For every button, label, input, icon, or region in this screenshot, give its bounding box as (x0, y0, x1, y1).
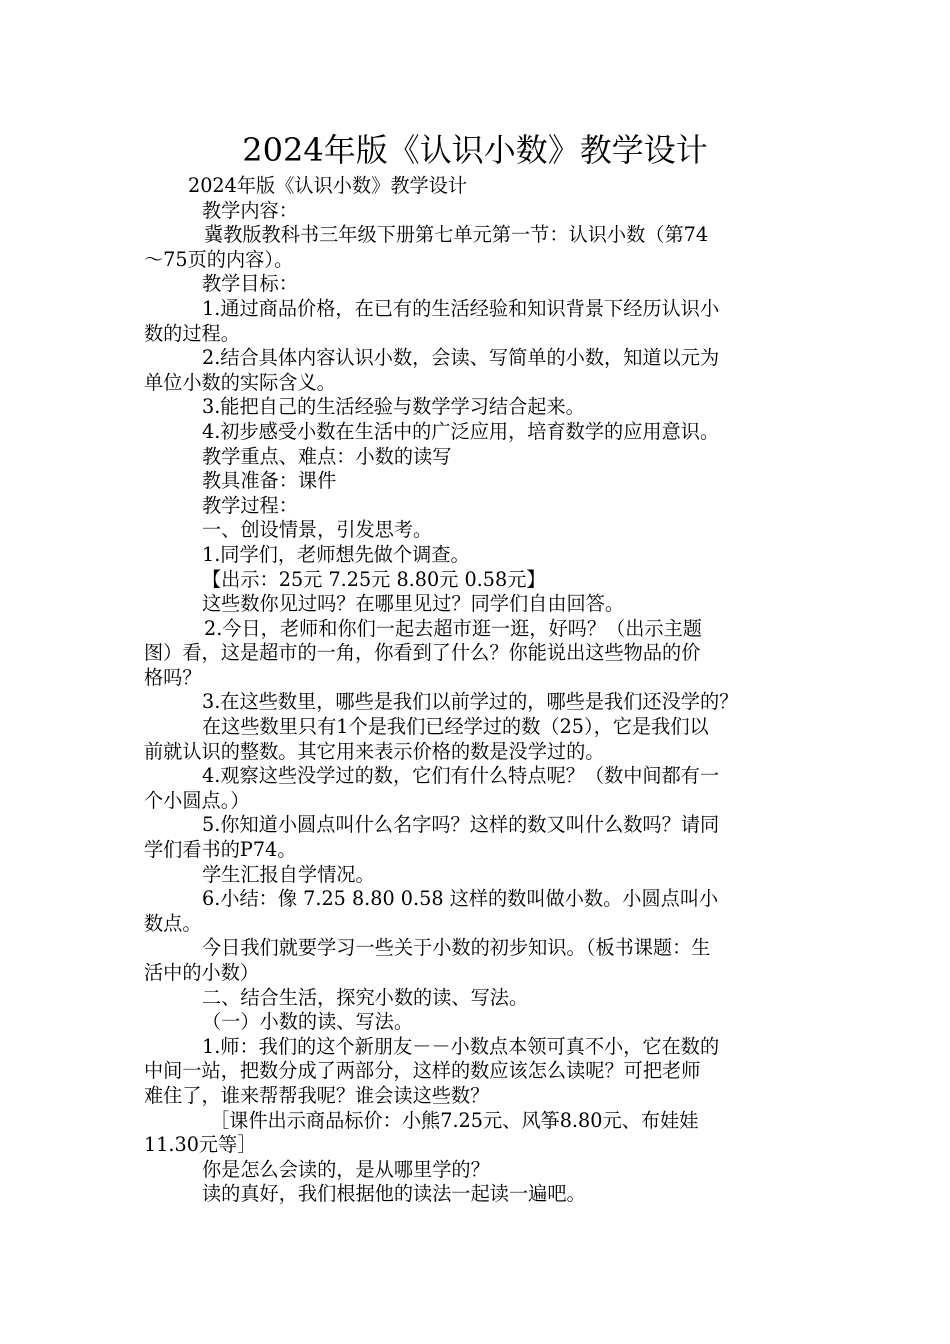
text-line: 教学内容： (202, 198, 298, 222)
text-line: 今日我们就要学习一些关于小数的初步知识。（板书课题：生 (202, 936, 711, 960)
text-line: 4.初步感受小数在生活中的广泛应用，培育数学的应用意识。 (202, 419, 720, 443)
text-line: 图）看，这是超市的一角，你看到了什么？你能说出这些物品的价 (144, 641, 701, 665)
text-line: 教学目标： (202, 272, 298, 296)
text-line: （一）小数的读、写法。 (202, 1010, 414, 1034)
text-line: 教学过程： (202, 493, 298, 517)
text-line: 2.今日，老师和你们一起去超市逛一逛，好吗？（出示主题 (204, 616, 702, 640)
document-title: 2024年版《认识小数》教学设计 (242, 131, 708, 169)
text-line: 4.观察这些没学过的数，它们有什么特点呢？（数中间都有一 (202, 764, 720, 788)
text-line: 6.小结：像 7.25 8.80 0.58 这样的数叫做小数。小圆点叫小 (202, 887, 719, 911)
text-line: 难住了，谁来帮帮我呢？谁会读这些数？ (144, 1083, 490, 1107)
text-line: 你是怎么会读的，是从哪里学的？ (202, 1157, 490, 1181)
text-line: 【出示：25元 7.25元 8.80元 0.58元】 (202, 567, 546, 591)
text-line: 1.师：我们的这个新朋友－－小数点本领可真不小，它在数的 (202, 1034, 720, 1058)
text-line: 前就认识的整数。其它用来表示价格的数是没学过的。 (144, 739, 605, 763)
text-line: 冀教版教科书三年级下册第七单元第一节：认识小数（第74 (204, 223, 709, 247)
text-line: ［课件出示商品标价：小熊7.25元、风筝8.80元、布娃娃 (210, 1108, 699, 1132)
text-line: 个小圆点。） (144, 788, 250, 812)
text-line: 一、创设情景，引发思考。 (202, 518, 433, 542)
text-line: 2.结合具体内容认识小数，会读、写简单的小数，知道以元为 (202, 346, 720, 370)
text-line: 格吗？ (144, 665, 202, 689)
subtitle-line: 2024年版《认识小数》教学设计 (188, 174, 468, 197)
text-line: 数的过程。 (144, 321, 240, 345)
text-line: 学生汇报自学情况。 (202, 862, 375, 886)
text-line: ～75页的内容）。 (144, 247, 294, 271)
text-line: 教学重点、难点：小数的读写 (202, 444, 452, 468)
text-line: 5.你知道小圆点叫什么名字吗？这样的数又叫什么数吗？请同 (202, 813, 720, 837)
text-line: 活中的小数） (144, 961, 260, 984)
text-line: 这些数你见过吗？在哪里见过？同学们自由回答。 (202, 592, 625, 616)
text-line: 数点。 (144, 911, 202, 935)
text-line: 学们看书的P74。 (144, 838, 297, 862)
text-line: 中间一站，把数分成了两部分，这样的数应该怎么读呢？可把老师 (144, 1059, 701, 1083)
text-line: 读的真好，我们根据他的读法一起读一遍吧。 (202, 1182, 586, 1206)
text-line: 1.通过商品价格，在已有的生活经验和知识背景下经历认识小 (202, 296, 720, 320)
text-line: 3.在这些数里，哪些是我们以前学过的，哪些是我们还没学的？ (202, 690, 739, 714)
text-line: 单位小数的实际含义。 (144, 370, 336, 394)
text-line: 在这些数里只有1个是我们已经学过的数（25），它是我们以 (202, 715, 709, 739)
text-line: 3.能把自己的生活经验与数学学习结合起来。 (202, 395, 585, 419)
text-line: 教具准备：课件 (202, 469, 337, 493)
text-line: 11.30元等］ (144, 1133, 257, 1157)
document-body (144, 174, 814, 1207)
text-line: 1.同学们，老师想先做个调查。 (202, 542, 470, 566)
text-line: 二、结合生活，探究小数的读、写法。 (202, 985, 529, 1009)
